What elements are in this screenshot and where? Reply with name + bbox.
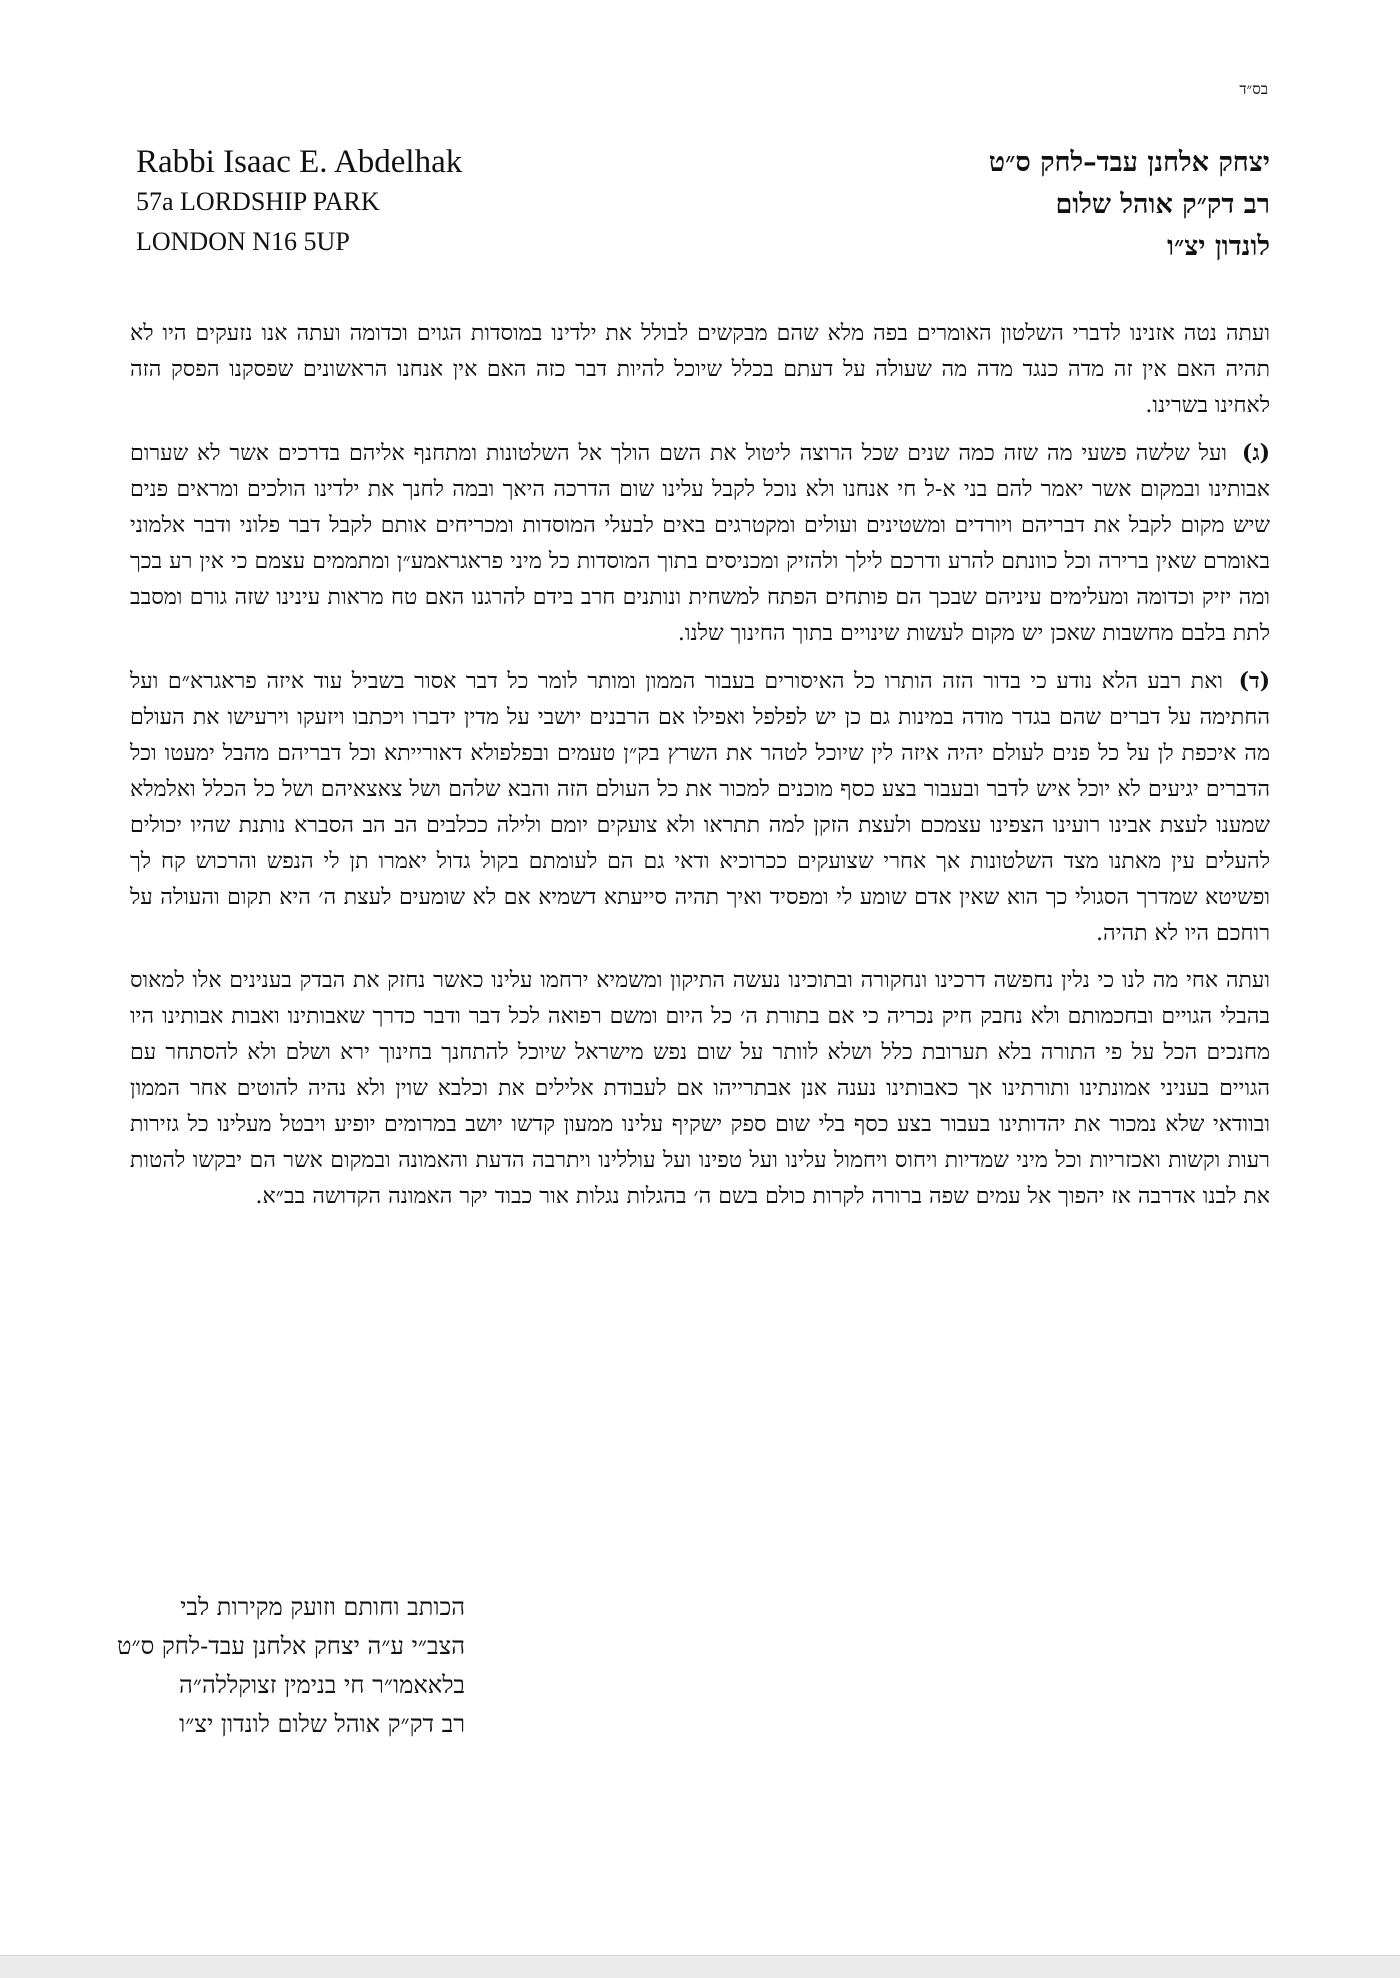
paragraph-2-text: ועל שלשה פשעי מה שזה כמה שנים שכל הרוצה ליטול את השם הולך אל השלטונות ומתחנף אליהם בדרכים אשר לא שערום אבותינו ובמקום אשר יאמר להם בני א-ל חי אנחנו ולא נוכל לקבל עלינו שום הדרכה היאך ובמה לחנך את ילדינו הולכים ומראים פנים שיש מקום לקבל את דבריהם ויורדים ומשטינים ועולים ומקטרגים באים לבעלי המוסדות ומכריחים אותם לקבל דבר פלוני ודבר אלמוני באומרם שאין ברירה וכל כוונתם להרע ודרכם לילך ולהזיק ומכניסים בתוך המוסדות כל מיני פראגראמע״ן ומתממים עצמם כי אין רע בכך ומה יזיק וכדומה ומעלימים עיניהם שבכך הם פותחים הפתח למשחית ונותנים חרב בידם להרגנו האם טח מראות עינינו שזה גורם ומסבב לתת בלבם מחשבות שאכן יש מקום לעשות שינויים בתוך החינוך שלנו. <box>129 441 1271 646</box>
letter-body <box>130 316 1270 1226</box>
paragraph-1: ועתה נטה אזנינו לדברי השלטון האומרים בפה מלא שהם מבקשים לבולל את ילדינו במוסדות הגוים וכדומה ועתה אנו נזעקים היו לא תהיה האם אין זה מדה כנגד מדה מה שעולה על דעתם בכלל שיוכל להיות דבר כזה האם אין אנחנו הראשונים שפסקנו הפסק הזה לאחינו בשרינו. <box>130 321 1270 418</box>
signature-line-1: הכותב וחותם וזועק מקירות לבי <box>180 1593 465 1621</box>
signature-line-3: בלאאמו״ר חי בנימין זצוקללה״ה <box>179 1671 465 1699</box>
hebrew-city: לונדון יצ״ו <box>1167 231 1270 262</box>
letterhead-english <box>136 142 462 262</box>
signature-line-4: רב דק״ק אוהל שלום לונדון יצ״ו <box>179 1710 465 1738</box>
letterhead-hebrew <box>989 142 1270 268</box>
signature-line-2: הצב״י ע״ה יצחק אלחנן עבד-לחק ס״ט <box>116 1632 465 1660</box>
section-marker-dalet: (ד) <box>1238 668 1270 694</box>
corner-mark: בס״ד <box>1239 80 1268 98</box>
signature-block <box>117 1588 465 1744</box>
hebrew-name: יצחק אלחנן עבד–לחק ס״ט <box>988 147 1270 178</box>
english-street: 57a LORDSHIP PARK <box>136 187 380 216</box>
paragraph-3 <box>130 663 1270 952</box>
paragraph-4: ועתה אחי מה לנו כי נלין נחפשה דרכינו ונחקורה ובתוכינו נעשה התיקון ומשמיא ירחמו עלינו כאשר נחזק את הבדק בענינים אלו למאוס בהבלי הגויים ובחכמותם ולא נחבק חיק נכריה כי אם בתורת ה׳ כל היום ומשם רפואה לכל דבר ודבר כדרך שאבותינו ואבות אבותינו היו מחנכים הכל על פי התורה בלא תערובת כלל ושלא לוותר על שום נפש מישראל שיוכל להתחנך בחינוך ירא ושלם ולא להסתחר עם הגויים בעניני אמונתינו ותורתינו אך כאבותינו נענה אנן אבתרייהו אם לעבודת אלילים את וכלבא שוין ולא נהיה להוטים אחר הממון ובוודאי שלא נמכור את יהדותינו בעבור בצע כסף בלי שום ספק ישקיף עלינו ממעון קדשו יושב במרומים יופיע ויבטל מעלינו כל גזירות רעות וקשות ואכזריות וכל מיני שמדיות ויחוס ויחמול עלינו ועל טפינו ועל עוללינו ויתרבה הדעת והאמונה ובמקום אשר הם יבקשו להטות את לבנו אדרבה אז יהפוך אל עמים שפה ברורה לקרות כולם בשם ה׳ בהגלות נגלות אור כבוד יקר האמונה הקדושה בב״א. <box>130 968 1270 1209</box>
english-name: Rabbi Isaac E. Abdelhak <box>136 144 463 180</box>
hebrew-title: רב דק״ק אוהל שלום <box>1055 189 1270 220</box>
paragraph-3-text: ואת רבע הלא נודע כי בדור הזה הותרו כל האיסורים בעבור הממון ומותר לומר כל דבר אסור בשביל עוד איזה פראגרא״ם ועל החתימה על דברים שהם בגדר מודה במינות גם כן יש לפלפל ואפילו אם הרבנים יושבי על מדין ידברו ויכתבו ויזעקו וירעישו את העולם מה איכפת לן על כל פנים לעולם יהיה איזה לין שיוכל לטהר את השרץ בק״ן טעמים ובפלפולא דאורייתא וכל דבריהם מהבל ימעטו וכל הדברים יגיעים לא יוכל איש לדבר ובעבור בצע כסף מוכנים למכור את כל העולם הזה והבא שלהם ושל צאצאיהם ושל כל הכלל ואלמלא שמענו לעצת אבינו רועינו הצפינו עצמכם ולעצת הזקן למה תתראו ולא צועקים יומם ולילה ככלבים הב הב הסברא נותנת שהיו יכולים להעלים עין מאתנו מצד השלטונות אך אחרי שצועקים ככרוכיא ודאי גם הם לעומתם בקול גדול יאמרו תן לי הנפש והרכוש קח לך ופשיטא שמדרך הסגולי כך הוא שאין אדם שומע לי ומפסיד ואיך תהיה סייעתא דשמיא אם לא שומעים לעצת ה׳ היא תקום והעולה על רוחכם היו לא תהיה. <box>130 669 1270 946</box>
section-marker-gimel: (ג) <box>1241 440 1270 466</box>
viewer-bottom-edge <box>0 1955 1400 1978</box>
english-city: LONDON N16 5UP <box>136 227 350 256</box>
paragraph-2 <box>130 435 1270 652</box>
